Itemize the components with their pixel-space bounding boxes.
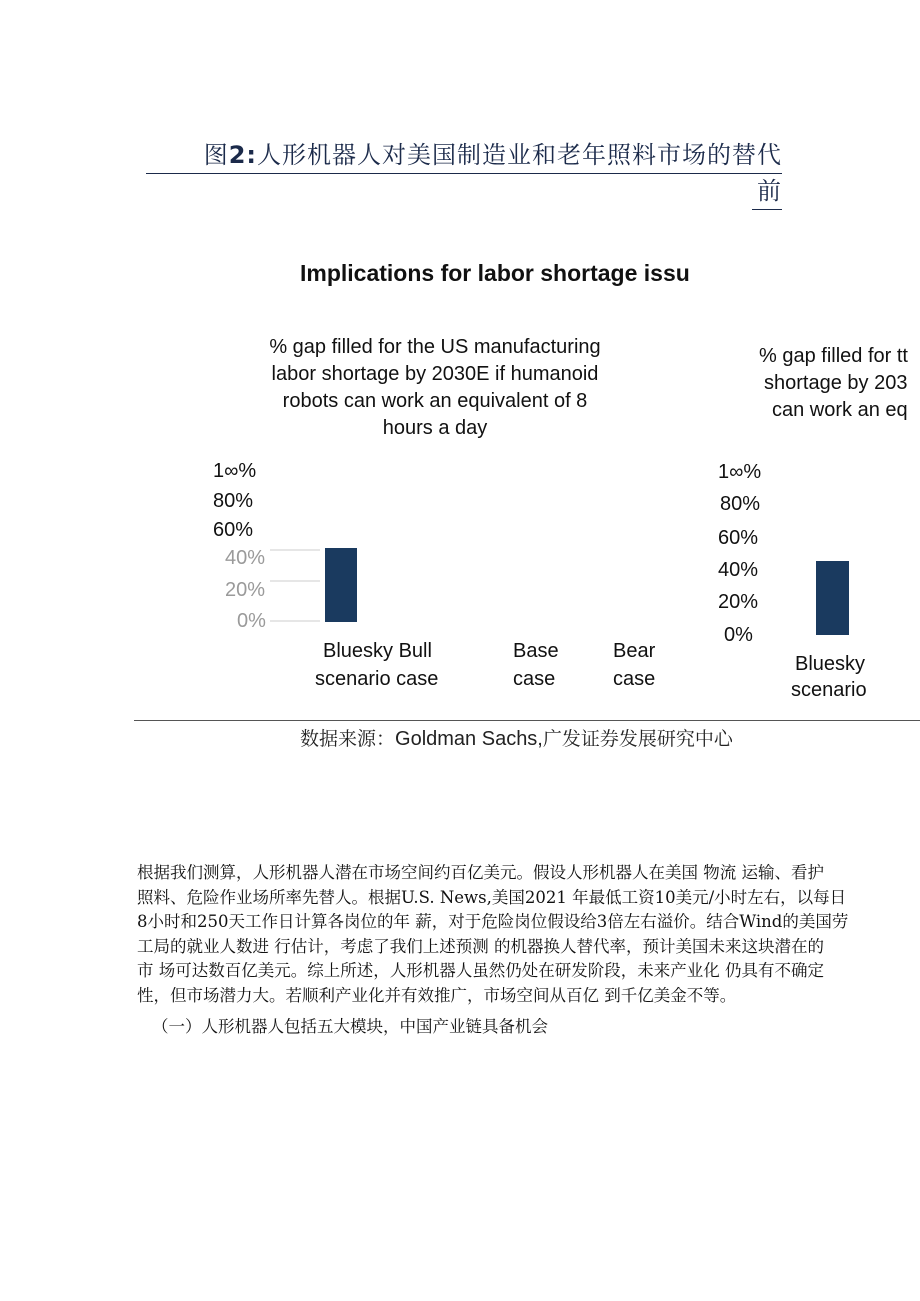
chart1-subtitle <box>240 334 630 442</box>
chart1-subtitle-line: robots can work an equivalent of 8 <box>282 390 588 412</box>
source-divider <box>134 720 920 721</box>
chart1-ytick: 60% <box>213 519 254 541</box>
chart1-subtitle-line: hours a day <box>382 417 488 439</box>
chart2-category-bluesky <box>791 651 867 703</box>
figure-title-line-1: 图2:人形机器人对美国制造业和老年照料市场的替代 <box>146 138 782 174</box>
chart1-category-line: case <box>513 668 556 690</box>
chart2-category-line: scenario <box>791 679 867 701</box>
chart1-category-bear <box>613 637 655 693</box>
chart1-category-line: Bear <box>613 640 656 662</box>
chart1-ytick: 1∞% <box>213 460 257 482</box>
chart1-category-line: Bluesky Bull <box>323 640 432 662</box>
body-line: 根据我们测算，人形机器人潜在市场空间约百亿美元。假设人形机器人在美国 物流 运输、看护 <box>137 863 824 882</box>
chart-heading: Implications for labor shortage issu <box>300 260 690 286</box>
chart1-ytick: 40% <box>225 547 266 569</box>
chart2-bar-bluesky <box>816 561 849 635</box>
chart2-ytick: 0% <box>724 624 753 646</box>
figure-title <box>146 138 782 210</box>
chart1-bar-bluesky-bull <box>325 548 357 622</box>
figure-title-line-2: 前 <box>752 174 782 210</box>
body-paragraph <box>137 861 920 1008</box>
chart1-category-line: case <box>613 668 656 690</box>
section-heading: （一）人形机器人包括五大模块，中国产业链具备机会 <box>152 1017 548 1036</box>
chart1-ytick: 20% <box>225 579 266 601</box>
chart2-subtitle <box>755 343 920 424</box>
chart1-gridline <box>270 620 320 622</box>
chart2-ytick: 60% <box>718 527 759 549</box>
chart1-subtitle-line: % gap filled for the US manufacturing <box>269 336 601 358</box>
body-line: 性，但市场潜力大。若顺利产业化并有效推广，市场空间从百亿 到千亿美金不等。 <box>137 985 737 1005</box>
chart2-ytick: 1∞% <box>718 461 762 483</box>
body-line: 市 场可达数百亿美元。综上所述，人形机器人虽然仍处在研发阶段，未来产业化 仍具有不确定 <box>137 961 824 980</box>
chart2-subtitle-line: can work an eq <box>772 399 908 421</box>
chart2-ytick: 20% <box>718 591 759 613</box>
body-line: 8小时和250天工作日计算各岗位的年 薪，对于危险岗位假设给3倍左右溢价。结合Wind的美国劳 <box>137 912 849 931</box>
body-line: 照料、危险作业场所率先替人。根据U.S. News,美国2021 年最低工资10美元/小时左右，以每日 <box>137 887 847 907</box>
chart2-category-line: Bluesky <box>795 653 866 675</box>
chart2-subtitle-line: shortage by 203 <box>764 372 908 394</box>
chart1-ytick: 0% <box>237 610 266 632</box>
chart2-ytick: 80% <box>720 493 761 515</box>
chart2-ytick: 40% <box>718 559 759 581</box>
chart1-gridline <box>270 549 320 551</box>
chart1-category-line: Base <box>513 640 559 662</box>
chart1-subtitle-line: labor shortage by 2030E if humanoid <box>271 363 599 385</box>
chart1-gridline <box>270 580 320 582</box>
chart1-category-bluesky <box>315 637 455 693</box>
chart1-ytick: 80% <box>213 490 254 512</box>
chart2-subtitle-line: % gap filled for tt <box>759 345 908 367</box>
chart1-category-line: scenario case <box>315 668 439 690</box>
body-line: 工局的就业人数进 行估计，考虑了我们上述预测 的机器换人替代率，预计美国未来这块潜在的 <box>137 936 824 956</box>
chart1-category-base <box>513 637 559 693</box>
data-source: 数据来源：Goldman Sachs,广发证券发展研究中心 <box>300 728 733 750</box>
